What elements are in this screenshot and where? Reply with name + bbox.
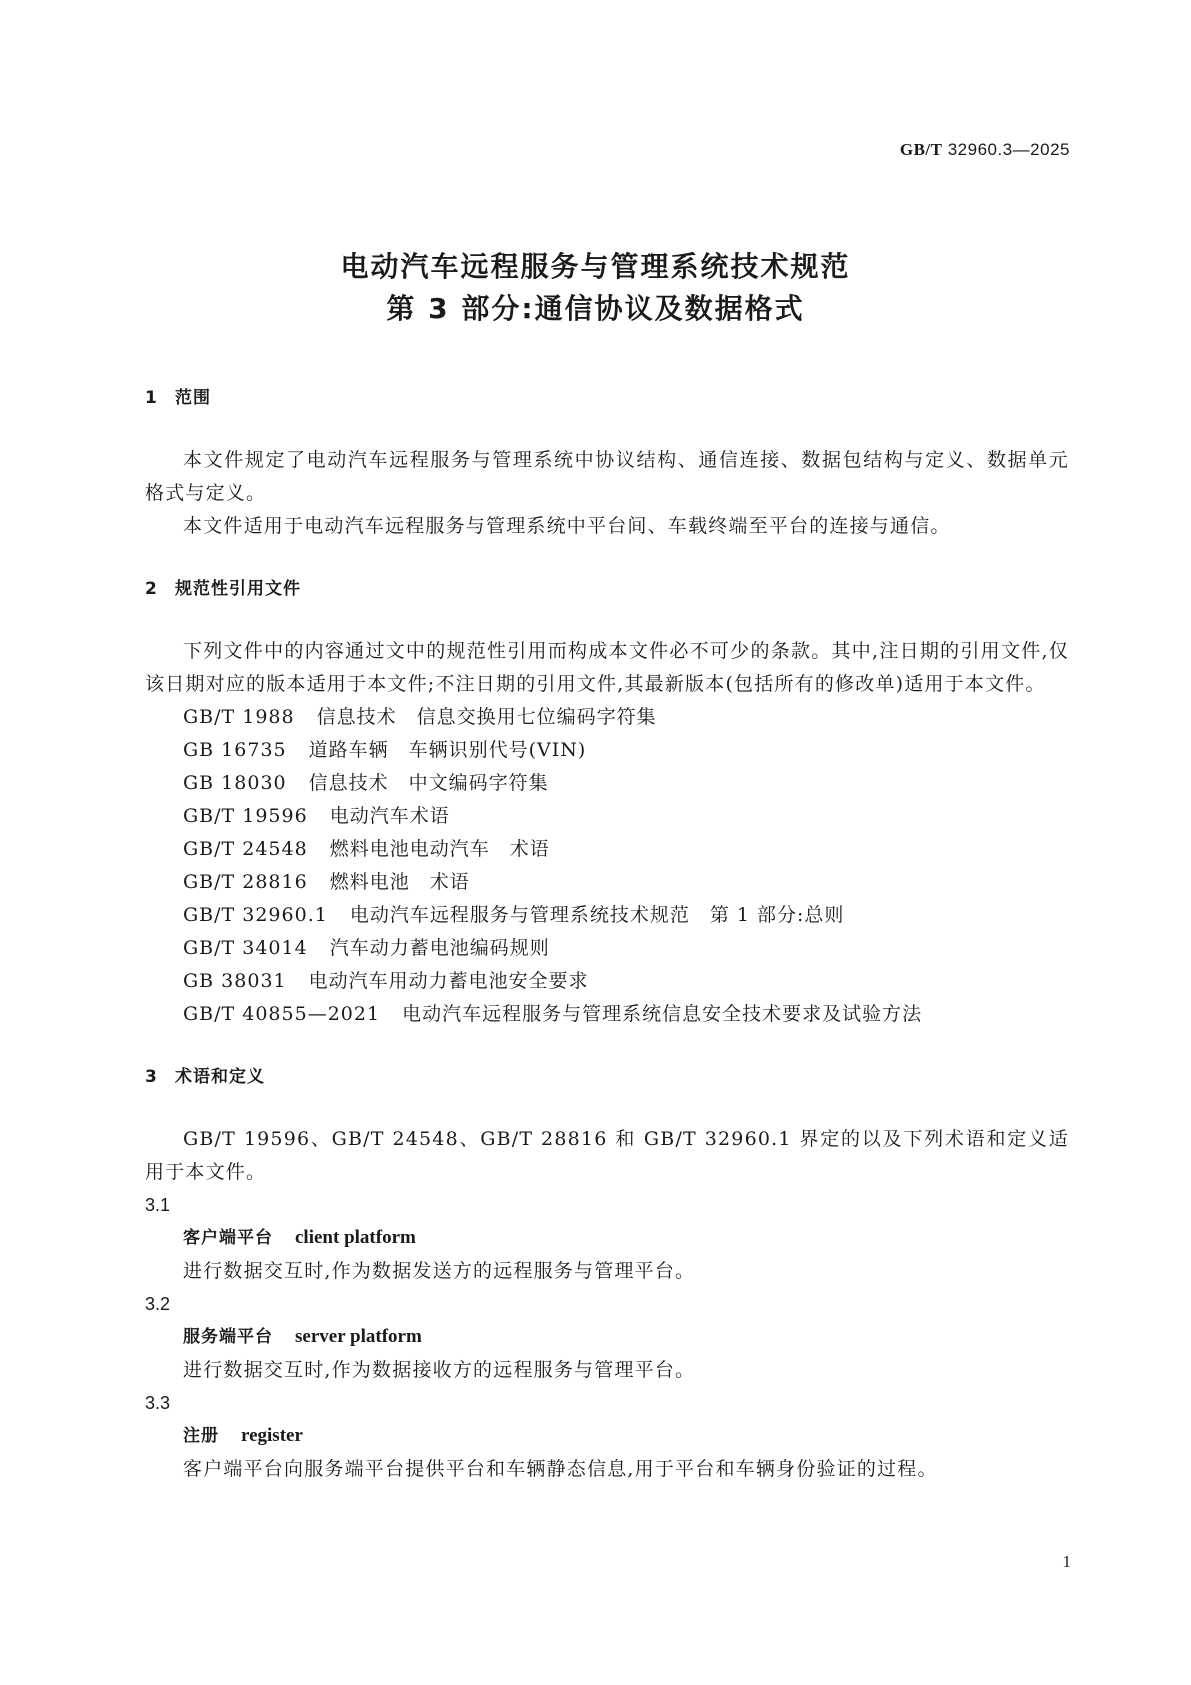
term-name-zh: 服务端平台 xyxy=(183,1327,273,1347)
reference-item xyxy=(145,932,1069,965)
term-number: 3.1 xyxy=(145,1195,171,1215)
reference-code: GB 38031 xyxy=(183,970,287,992)
reference-title: 汽车动力蓄电池编码规则 xyxy=(329,937,550,959)
section-2-heading xyxy=(145,571,1069,607)
term-name xyxy=(145,1419,1069,1453)
reference-code: GB/T 32960.1 xyxy=(183,904,328,926)
reference-item xyxy=(145,899,1069,932)
reference-item xyxy=(145,965,1069,998)
reference-title: 燃料电池电动汽车 术语 xyxy=(329,838,550,860)
terms-intro: GB/T 19596、GB/T 24548、GB/T 28816 和 GB/T 32960.1 界定的以及下列术语和定义适用于本文件。 xyxy=(145,1128,1069,1183)
section-title: 范围 xyxy=(175,388,211,408)
reference-title: 燃料电池 术语 xyxy=(329,871,470,893)
reference-code: GB/T 34014 xyxy=(183,937,308,959)
reference-item xyxy=(145,701,1069,734)
scope-paragraph-1: 本文件规定了电动汽车远程服务与管理系统中协议结构、通信连接、数据包结构与定义、数据单元格式与定义。 xyxy=(145,449,1069,504)
term-name-en: register xyxy=(241,1425,303,1446)
reference-code: GB 16735 xyxy=(183,739,287,761)
term-number: 3.3 xyxy=(145,1393,171,1413)
reference-code: GB/T 24548 xyxy=(183,838,308,860)
term-name-en: client platform xyxy=(295,1227,416,1248)
reference-title: 电动汽车术语 xyxy=(329,805,450,827)
page-number: 1 xyxy=(1062,1552,1071,1571)
reference-item xyxy=(145,800,1069,833)
section-3-heading xyxy=(145,1059,1069,1095)
reference-item xyxy=(145,998,1069,1031)
reference-code: GB/T 40855—2021 xyxy=(183,1003,381,1025)
reference-item xyxy=(145,833,1069,866)
reference-code: GB/T 1988 xyxy=(183,706,295,728)
section-title: 规范性引用文件 xyxy=(175,579,301,599)
reference-code: GB 18030 xyxy=(183,772,287,794)
references-intro: 下列文件中的内容通过文中的规范性引用而构成本文件必不可少的条款。其中,注日期的引用文件,仅该日期对应的版本适用于本文件;不注日期的引用文件,其最新版本(包括所有的修改单)适用于本文件。 xyxy=(145,640,1069,695)
reference-item xyxy=(145,734,1069,767)
term-number: 3.2 xyxy=(145,1294,171,1314)
standard-number xyxy=(900,140,1070,160)
reference-code: GB/T 19596 xyxy=(183,805,308,827)
term-name xyxy=(145,1320,1069,1354)
section-title: 术语和定义 xyxy=(175,1067,265,1087)
reference-title: 道路车辆 车辆识别代号(VIN) xyxy=(308,739,587,761)
document-body xyxy=(145,380,1069,1486)
term-entry xyxy=(145,1387,1069,1486)
reference-title: 电动汽车用动力蓄电池安全要求 xyxy=(308,970,589,992)
term-entry xyxy=(145,1288,1069,1387)
scope-paragraph-2: 本文件适用于电动汽车远程服务与管理系统中平台间、车载终端至平台的连接与通信。 xyxy=(183,515,951,537)
section-number: 3 xyxy=(145,1067,158,1087)
section-number: 1 xyxy=(145,388,158,408)
document-subtitle: 第 3 部分:通信协议及数据格式 xyxy=(386,292,805,325)
reference-item xyxy=(145,767,1069,800)
reference-item xyxy=(145,866,1069,899)
term-definition: 客户端平台向服务端平台提供平台和车辆静态信息,用于平台和车辆身份验证的过程。 xyxy=(183,1458,938,1480)
reference-title: 电动汽车远程服务与管理系统技术规范 第 1 部分:总则 xyxy=(349,904,845,926)
standard-prefix: GB/T xyxy=(899,140,943,159)
reference-title: 信息技术 中文编码字符集 xyxy=(308,772,549,794)
term-name-zh: 注册 xyxy=(183,1426,219,1446)
term-definition: 进行数据交互时,作为数据接收方的远程服务与管理平台。 xyxy=(183,1359,696,1381)
document-title: 电动汽车远程服务与管理系统技术规范 xyxy=(340,250,851,283)
term-definition: 进行数据交互时,作为数据发送方的远程服务与管理平台。 xyxy=(183,1260,696,1282)
reference-list xyxy=(145,701,1069,1031)
reference-title: 信息技术 信息交换用七位编码字符集 xyxy=(316,706,657,728)
reference-title: 电动汽车远程服务与管理系统信息安全技术要求及试验方法 xyxy=(402,1003,923,1025)
section-1-heading xyxy=(145,380,1069,416)
term-name-en: server platform xyxy=(295,1326,422,1347)
section-number: 2 xyxy=(145,579,158,599)
standard-code: 32960.3—2025 xyxy=(947,140,1070,159)
term-name-zh: 客户端平台 xyxy=(183,1228,273,1248)
reference-code: GB/T 28816 xyxy=(183,871,308,893)
term-name xyxy=(145,1221,1069,1255)
term-entry xyxy=(145,1189,1069,1288)
